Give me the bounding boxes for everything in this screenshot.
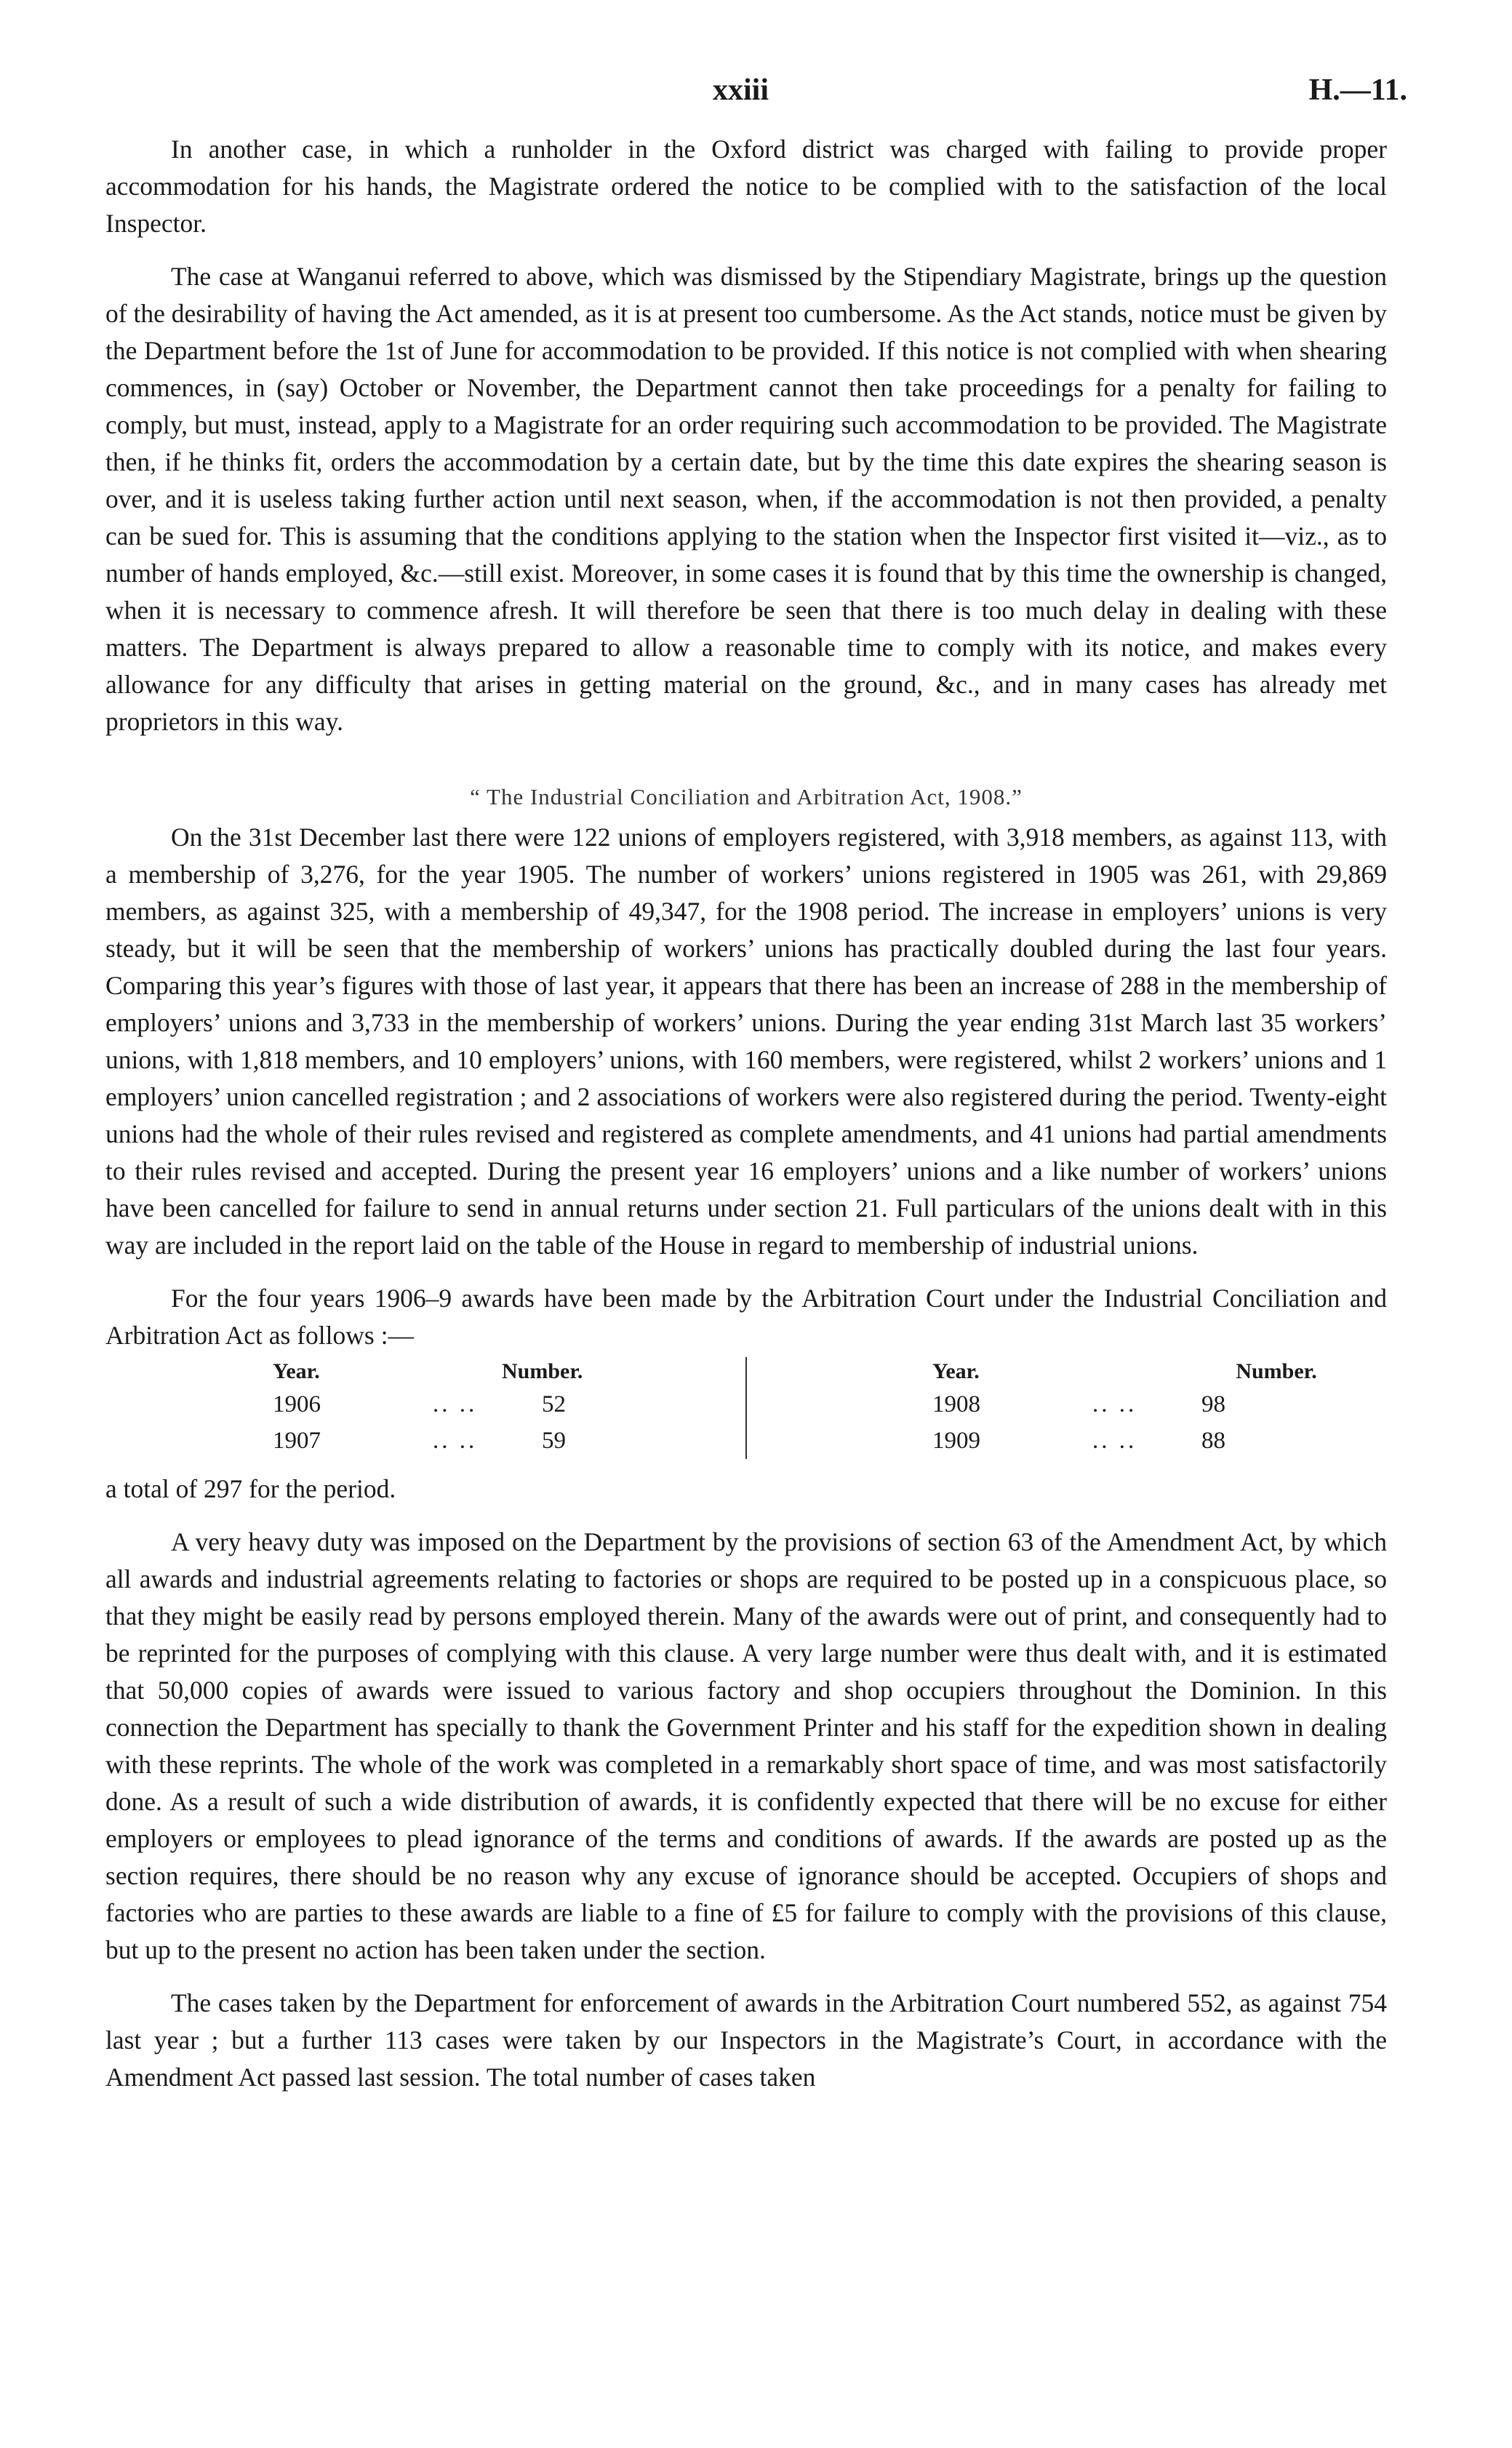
year-cell: 1906	[273, 1391, 321, 1417]
paragraph: For the four years 1906–9 awards have been made by the Arbitration Court under the Industrial Conciliation and Arbitration Act as follows :—	[105, 1284, 1387, 1350]
paragraph: The cases taken by the Department for enforcement of awards in the Arbitration Court numbered 552, as against 754 last year ; but a further 113 cases were taken by our Inspectors in the Magistrate’s Court, in accordance with the Amendment Act passed last session. The total number of cases taken	[105, 1988, 1387, 2092]
number-cell: 98	[1201, 1391, 1225, 1417]
awards-table-right-column	[747, 1357, 1387, 1459]
number-header: Number.	[502, 1359, 583, 1383]
leader-dots: .. ..	[1092, 1428, 1137, 1454]
awards-table-header	[747, 1357, 1387, 1386]
year-cell: 1908	[932, 1391, 980, 1417]
leader-dots: .. ..	[433, 1428, 478, 1454]
year-cell: 1907	[273, 1428, 321, 1454]
number-cell: 59	[542, 1428, 566, 1454]
page-number: xxiii	[713, 73, 769, 107]
table-row	[105, 1423, 745, 1459]
number-cell: 88	[1201, 1428, 1225, 1454]
table-row	[747, 1386, 1387, 1423]
page-header	[105, 73, 1407, 131]
awards-table	[105, 1357, 1387, 1459]
table-row	[105, 1386, 745, 1423]
awards-table-left-column	[105, 1357, 747, 1459]
awards-table-header	[105, 1357, 745, 1386]
section-title: “ The Industrial Conciliation and Arbitration Act, 1908.”	[470, 784, 1023, 809]
leader-dots: .. ..	[1092, 1391, 1137, 1417]
paragraph: The case at Wanganui referred to above, which was dismissed by the Stipendiary Magistrate, brings up the question of the desirability of having the Act amended, as it is at present too cumbersome. As the Act stands, notice must be given by the Department before the 1st of June for accommodation to be provided. If this notice is not complied with when shearing commences, in (say) October or November, the Department cannot then take proceedings for a penalty for failing to comply, but must, instead, apply to a Magistrate for an order requiring such accommodation to be provided. The Magistrate then, if he thinks fit, orders the accommodation by a certain date, but by the time this date expires the shearing season is over, and it is useless taking further action until next season, when, if the accommodation is not then provided, a penalty can be sued for. This is assuming that the conditions applying to the station when the Inspector first visited it—viz., as to number of hands employed, &c.—still exist. Moreover, in some cases it is found that by this time the ownership is changed, when it is necessary to commence afresh. It will therefore be seen that there is too much delay in dealing with these matters. The Department is always prepared to allow a reasonable time to comply with its notice, and makes every allowance for any difficulty that arises in getting material on the ground, &c., and in many cases has already met proprietors in this way.	[105, 262, 1387, 736]
paragraph: In another case, in which a runholder in the Oxford district was charged with failing to provide proper accommodation for his hands, the Magistrate ordered the notice to be complied with to the satisfaction of the local Inspector.	[105, 135, 1387, 238]
year-header: Year.	[932, 1359, 980, 1383]
number-header: Number.	[1236, 1359, 1317, 1383]
paragraph: A very heavy duty was imposed on the Department by the provisions of section 63 of the Amendment Act, by which all awards and industrial agreements relating to factories or shops are required to be posted up in a conspicuous place, so that they might be easily read by persons employed therein. Many of the awards were out of print, and consequently had to be reprinted for the purposes of complying with this clause. A very large number were thus dealt with, and it is estimated that 50,000 copies of awards were issued to various factory and shop occupiers throughout the Dominion. In this connection the Department has specially to thank the Government Printer and his staff for the expedition shown in dealing with these reprints. The whole of the work was completed in a remarkably short space of time, and was most satisfactorily done. As a result of such a wide distribution of awards, it is confidently expected that there will be no excuse for either employers or employees to plead ignorance of the terms and conditions of awards. If the awards are posted up as the section requires, there should be no reason why any excuse of ignorance should be accepted. Occupiers of shops and factories who are parties to these awards are liable to a fine of £5 for failure to comply with the provisions of this clause, but up to the present no action has been taken under the section.	[105, 1527, 1387, 1964]
leader-dots: .. ..	[433, 1391, 478, 1417]
year-header: Year.	[273, 1359, 320, 1383]
total-line: a total of 297 for the period.	[105, 1474, 396, 1503]
paragraph: On the 31st December last there were 122 unions of employers registered, with 3,918 members, as against 113, with a membership of 3,276, for the year 1905. The number of workers’ unions registered in 1905 was 261, with 29,869 members, as against 325, with a membership of 49,347, for the 1908 period. The increase in employers’ unions is very steady, but it will be seen that the membership of workers’ unions has practically doubled during the last four years. Comparing this year’s figures with those of last year, it appears that there has been an increase of 288 in the membership of employers’ unions and 3,733 in the membership of workers’ unions. During the year ending 31st March last 35 workers’ unions, with 1,818 members, and 10 employers’ unions, with 160 members, were registered, whilst 2 workers’ unions and 1 employers’ union cancelled registration ; and 2 associations of workers were also registered during the period. Twenty-eight unions had the whole of their rules revised and registered as complete amendments, and 41 unions had partial amendments to their rules revised and accepted. During the present year 16 employers’ unions and a like number of workers’ unions have been cancelled for failure to send in annual returns under section 21. Full particulars of the unions dealt with in this way are included in the report laid on the table of the House in regard to membership of industrial unions.	[105, 823, 1387, 1260]
table-row	[747, 1423, 1387, 1459]
page-reference: H.—11.	[1308, 73, 1407, 107]
year-cell: 1909	[932, 1428, 980, 1454]
number-cell: 52	[542, 1391, 566, 1417]
